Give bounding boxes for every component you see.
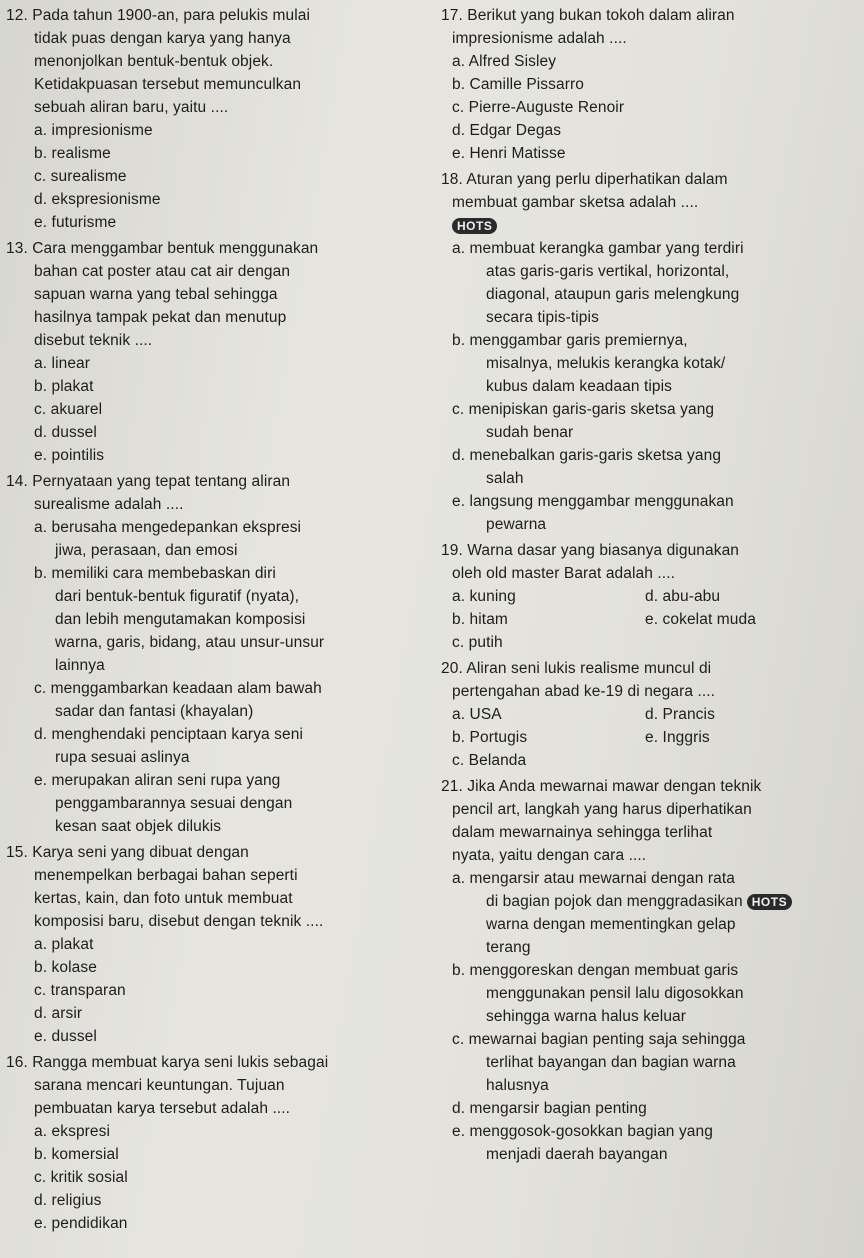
right-text-line: 18. Aturan yang perlu diperhatikan dalam xyxy=(441,171,728,188)
left-text-line: b. plakat xyxy=(34,378,94,395)
right-text-line: e. cokelat muda xyxy=(645,611,756,628)
right-text-line: membuat gambar sketsa adalah .... xyxy=(452,194,699,211)
right-text-line: menggunakan pensil lalu digosokkan xyxy=(486,985,744,1002)
right-text-line: terlihat bayangan dan bagian warna xyxy=(486,1054,736,1071)
left-text-line: e. pendidikan xyxy=(34,1215,128,1232)
left-text-line: a. impresionisme xyxy=(34,122,153,139)
left-text-line: sadar dan fantasi (khayalan) xyxy=(55,703,254,720)
left-text-line: hasilnya tampak pekat dan menutup xyxy=(34,309,287,326)
left-text-line: menonjolkan bentuk-bentuk objek. xyxy=(34,53,274,70)
hots-badge-q21: HOTS xyxy=(747,894,792,910)
right-text-line: secara tipis-tipis xyxy=(486,309,599,326)
left-text-line: sarana mencari keuntungan. Tujuan xyxy=(34,1077,285,1094)
left-text-line: rupa sesuai aslinya xyxy=(55,749,190,766)
left-text-line: d. menghendaki penciptaan karya seni xyxy=(34,726,303,743)
right-text-line: dalam mewarnainya sehingga terlihat xyxy=(452,824,713,841)
hots-label: HOTS xyxy=(452,218,497,234)
right-text-line: kubus dalam keadaan tipis xyxy=(486,378,673,395)
right-text-line: impresionisme adalah .... xyxy=(452,30,627,47)
left-text-line: lainnya xyxy=(55,657,105,674)
left-text-line: penggambarannya sesuai dengan xyxy=(55,795,293,812)
left-text-line: c. menggambarkan keadaan alam bawah xyxy=(34,680,322,697)
left-text-line: surealisme adalah .... xyxy=(34,496,184,513)
right-text-line: d. menebalkan garis-garis sketsa yang xyxy=(452,447,722,464)
right-text-line: b. Portugis xyxy=(452,729,528,746)
right-text-line: 19. Warna dasar yang biasanya digunakan xyxy=(441,542,740,559)
right-text-line: nyata, yaitu dengan cara .... xyxy=(452,847,647,864)
right-text-line: pencil art, langkah yang harus diperhatikan xyxy=(452,801,752,818)
right-text-line: oleh old master Barat adalah .... xyxy=(452,565,676,582)
left-text-line: d. dussel xyxy=(34,424,97,441)
left-text-line: e. merupakan aliran seni rupa yang xyxy=(34,772,281,789)
right-text-line: c. menipiskan garis-garis sketsa yang xyxy=(452,401,715,418)
left-text-line: tidak puas dengan karya yang hanya xyxy=(34,30,291,47)
right-text-line: c. Pierre-Auguste Renoir xyxy=(452,99,625,116)
left-text-line: warna, garis, bidang, atau unsur-unsur xyxy=(55,634,325,651)
left-text-line: c. kritik sosial xyxy=(34,1169,128,1186)
right-text-line: c. Belanda xyxy=(452,752,527,769)
left-text-line: e. pointilis xyxy=(34,447,105,464)
left-text-line: 16. Rangga membuat karya seni lukis sebagai xyxy=(6,1054,329,1071)
right-text-line: di bagian pojok dan menggradasikan HOTS xyxy=(486,892,792,912)
right-text-line: d. Edgar Degas xyxy=(452,122,562,139)
left-text-line: dari bentuk-bentuk figuratif (nyata), xyxy=(55,588,300,605)
left-text-line: b. memiliki cara membebaskan diri xyxy=(34,565,276,582)
right-text-line: sehingga warna halus keluar xyxy=(486,1008,687,1025)
right-text-line: e. menggosok-gosokkan bagian yang xyxy=(452,1123,713,1140)
left-text-line: 14. Pernyataan yang tepat tentang aliran xyxy=(6,473,291,490)
right-text-line: d. mengarsir bagian penting xyxy=(452,1100,647,1117)
right-text-line: 17. Berikut yang bukan tokoh dalam aliran xyxy=(441,7,735,24)
right-text-line: 21. Jika Anda mewarnai mawar dengan teknik xyxy=(441,778,762,795)
left-text-line: 12. Pada tahun 1900-an, para pelukis mulai xyxy=(6,7,311,24)
left-text-line: a. ekspresi xyxy=(34,1123,111,1140)
right-text-line: a. mengarsir atau mewarnai dengan rata xyxy=(452,870,735,887)
right-text-line: diagonal, ataupun garis melengkung xyxy=(486,286,740,303)
left-text-line: b. komersial xyxy=(34,1146,119,1163)
right-text-line: a. membuat kerangka gambar yang terdiri xyxy=(452,240,744,257)
left-text-line: a. berusaha mengedepankan ekspresi xyxy=(34,519,302,536)
right-text-line: a. USA xyxy=(452,706,502,723)
right-text-line: d. abu-abu xyxy=(645,588,721,605)
right-text-line: atas garis-garis vertikal, horizontal, xyxy=(486,263,730,280)
left-text-line: e. futurisme xyxy=(34,214,117,231)
right-text-line: sudah benar xyxy=(486,424,574,441)
left-text-line: disebut teknik .... xyxy=(34,332,153,349)
left-text-line: c. transparan xyxy=(34,982,126,999)
right-text-line: b. menggambar garis premiernya, xyxy=(452,332,688,349)
right-text-line: c. mewarnai bagian penting saja sehingga xyxy=(452,1031,746,1048)
left-text-line: sapuan warna yang tebal sehingga xyxy=(34,286,278,303)
right-text-line: b. hitam xyxy=(452,611,508,628)
left-text-line: a. plakat xyxy=(34,936,94,953)
left-text-line: komposisi baru, disebut dengan teknik .... xyxy=(34,913,324,930)
right-text-line: halusnya xyxy=(486,1077,549,1094)
right-text-line: salah xyxy=(486,470,524,487)
left-text-line: menempelkan berbagai bahan seperti xyxy=(34,867,298,884)
right-text-line: a. kuning xyxy=(452,588,516,605)
left-text-line: a. linear xyxy=(34,355,91,372)
right-text-line: d. Prancis xyxy=(645,706,715,723)
right-text-line: terang xyxy=(486,939,531,956)
right-text-line: e. Henri Matisse xyxy=(452,145,566,162)
left-text-line: kertas, kain, dan foto untuk membuat xyxy=(34,890,293,907)
left-text-line: 15. Karya seni yang dibuat dengan xyxy=(6,844,249,861)
right-text-line: menjadi daerah bayangan xyxy=(486,1146,668,1163)
right-text-line: a. Alfred Sisley xyxy=(452,53,557,70)
left-text-line: b. realisme xyxy=(34,145,111,162)
left-text-line: sebuah aliran baru, yaitu .... xyxy=(34,99,229,116)
right-text-line: misalnya, melukis kerangka kotak/ xyxy=(486,355,726,372)
right-text-line: pertengahan abad ke-19 di negara .... xyxy=(452,683,716,700)
left-text-line: e. dussel xyxy=(34,1028,97,1045)
left-text-line: b. kolase xyxy=(34,959,97,976)
left-text-line: kesan saat objek dilukis xyxy=(55,818,222,835)
left-text-line: c. surealisme xyxy=(34,168,127,185)
left-text-line: bahan cat poster atau cat air dengan xyxy=(34,263,291,280)
hots-badge-q18 xyxy=(452,216,497,236)
left-text-line: pembuatan karya tersebut adalah .... xyxy=(34,1100,291,1117)
right-text-line: e. langsung menggambar menggunakan xyxy=(452,493,734,510)
left-text-line: dan lebih mengutamakan komposisi xyxy=(55,611,306,628)
right-text-line: warna dengan mementingkan gelap xyxy=(486,916,736,933)
left-text-line: d. arsir xyxy=(34,1005,83,1022)
left-text-line: d. ekspresionisme xyxy=(34,191,161,208)
right-text-line: 20. Aliran seni lukis realisme muncul di xyxy=(441,660,712,677)
right-text-line: b. menggoreskan dengan membuat garis xyxy=(452,962,739,979)
right-text-line: c. putih xyxy=(452,634,503,651)
left-text-line: d. religius xyxy=(34,1192,102,1209)
right-text-line: b. Camille Pissarro xyxy=(452,76,584,93)
left-text-line: c. akuarel xyxy=(34,401,103,418)
right-text-line: e. Inggris xyxy=(645,729,710,746)
left-text-line: jiwa, perasaan, dan emosi xyxy=(55,542,238,559)
left-text-line: Ketidakpuasan tersebut memunculkan xyxy=(34,76,302,93)
right-text-line: pewarna xyxy=(486,516,547,533)
left-text-line: 13. Cara menggambar bentuk menggunakan xyxy=(6,240,319,257)
